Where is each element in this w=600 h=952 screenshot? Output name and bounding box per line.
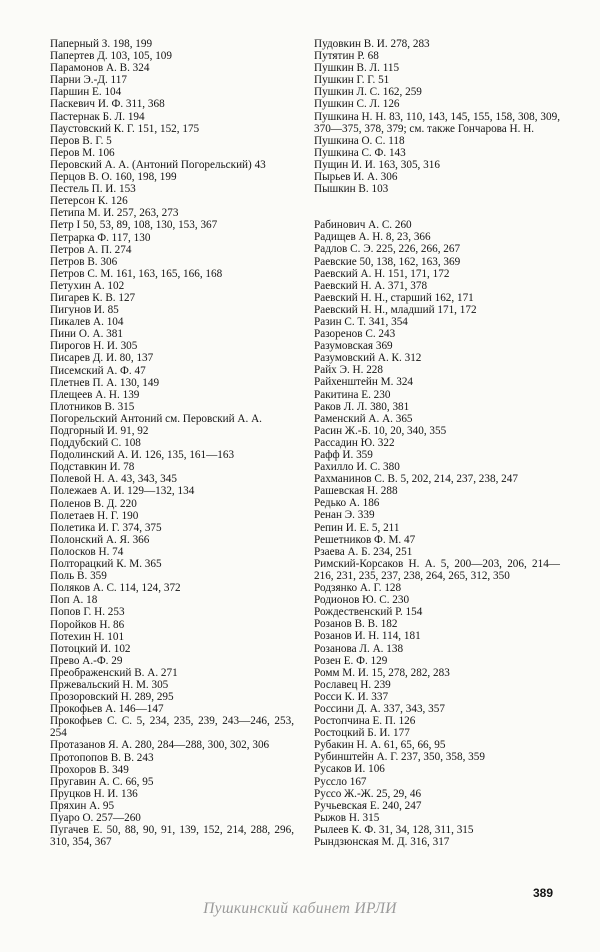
index-entry: Прозоровский Н. 289, 295: [50, 691, 174, 704]
index-entry: Пряхин А. 95: [50, 799, 115, 812]
index-entry: Паскевич И. Ф. 311, 368: [50, 98, 165, 111]
index-entry: Рославец Н. 239: [314, 678, 391, 691]
index-entry: Писарев Д. И. 80, 137: [50, 352, 154, 365]
index-entry: Преображенский В. А. 271: [50, 666, 178, 679]
index-entry: Рзаева А. Б. 234, 251: [314, 545, 413, 558]
index-entry: Пругавин А. С. 66, 95: [50, 775, 154, 788]
index-entry: Парни Э.-Д. 117: [50, 74, 127, 87]
index-entry: Разумовский А. К. 312: [314, 352, 422, 365]
index-entry: Пушкина Н. Н. 83, 110, 143, 145, 155, 158, 308, 309, 370—375, 378, 379; см. также Гончарова Н. Н.: [314, 110, 560, 135]
index-entry: Плотников В. 315: [50, 400, 135, 413]
index-entry: Пудовкин В. И. 278, 283: [314, 38, 430, 50]
index-entry: Перов В. Г. 5: [50, 134, 112, 147]
index-entry: Подставкин И. 78: [50, 461, 135, 474]
index-column-left: [50, 38, 294, 848]
index-entry: Потехин Н. 101: [50, 630, 125, 643]
index-entry: Рубакин Н. А. 61, 65, 66, 95: [314, 739, 446, 752]
index-entry: Путятин Р. 68: [314, 50, 379, 63]
index-entry: Полежаев А. И. 129—132, 134: [50, 485, 195, 498]
index-entry: Папертев Д. 103, 105, 109: [50, 50, 172, 63]
index-entry: Прево А.-Ф. 29: [50, 654, 123, 667]
page-number: 389: [533, 886, 554, 900]
index-entry: Петрарка Ф. 117, 130: [50, 231, 151, 244]
index-entry: Ренан Э. 339: [314, 509, 375, 522]
index-entry: Погорельский Антоний см. Перовский А. А.: [50, 412, 262, 425]
index-entry: Рашевская Н. 288: [314, 485, 398, 498]
index-entry: Петров В. 306: [50, 255, 118, 268]
index-entry: Репин И. Е. 5, 211: [314, 521, 400, 534]
index-entry: Руссо Ж.-Ж. 25, 29, 46: [314, 787, 422, 800]
index-entry: Райх Э. Н. 228: [314, 364, 383, 377]
index-entry: Пржевальский Н. М. 305: [50, 678, 169, 691]
index-entry: Райхенштейн М. 324: [314, 376, 414, 389]
index-entry: Петр I 50, 53, 89, 108, 130, 153, 367: [50, 219, 218, 232]
index-entry: Рубинштейн А. Г. 237, 350, 358, 359: [314, 751, 485, 764]
index-entry: Пырьев И. А. 306: [314, 171, 398, 184]
index-entry: Попов Г. Н. 253: [50, 606, 125, 619]
index-entry: Поль В. 359: [50, 570, 107, 583]
index-entry: Пугачев Е. 50, 88, 90, 91, 139, 152, 214, 288, 296, 310, 354, 367: [50, 824, 294, 849]
index-entry: Расин Ж.-Б. 10, 20, 340, 355: [314, 424, 447, 437]
index-entry: Раевские 50, 138, 162, 163, 369: [314, 255, 461, 268]
index-entry: Росси К. И. 337: [314, 690, 389, 703]
index-entry: Пушкина О. С. 118: [314, 134, 405, 147]
index-entry: Полетика И. Г. 374, 375: [50, 521, 162, 534]
index-entry: Потоцкий И. 102: [50, 642, 131, 655]
index-entry: Редько А. 186: [314, 497, 380, 510]
index-entry: Протопопов В. В. 243: [50, 751, 154, 764]
index-entry: Плещеев А. Н. 139: [50, 388, 140, 401]
index-entry: Полевой Н. А. 43, 343, 345: [50, 473, 177, 486]
index-entry: Пикалев А. 104: [50, 316, 124, 329]
index-entry: Ручьевская Е. 240, 247: [314, 799, 422, 812]
index-entry: Руссло 167: [314, 775, 367, 788]
index-entry: Ростопчина Е. П. 126: [314, 715, 416, 728]
index-entry: Розен Е. Ф. 129: [314, 654, 388, 667]
index-entry: Полетаев Н. Г. 190: [50, 509, 139, 522]
index-entry: Пестель П. И. 153: [50, 183, 136, 196]
index-entry: Прохоров В. 349: [50, 763, 129, 776]
index-entry: Пигунов И. 85: [50, 304, 119, 317]
index-entry: Прокофьев С. С. 5, 234, 235, 239, 243—246, 253, 254: [50, 715, 294, 740]
index-entry: Пруцков Н. И. 136: [50, 787, 138, 800]
index-entry: Поляков А. С. 114, 124, 372: [50, 582, 181, 595]
index-entry: Родионов Ю. С. 230: [314, 594, 410, 607]
index-entry: Парамонов А. В. 324: [50, 62, 150, 75]
index-entry: Россини Д. А. 337, 343, 357: [314, 702, 445, 715]
index-entry: Петухин А. 102: [50, 279, 125, 292]
index-entry: Пуаро О. 257—260: [50, 812, 141, 824]
index-entry: Пушкин Л. С. 162, 259: [314, 86, 422, 99]
index-entry: Полосков Н. 74: [50, 545, 124, 558]
index-entry: Пушкина С. Ф. 143: [314, 146, 406, 159]
index-entry: Рафф И. 359: [314, 449, 373, 461]
index-entry: Петерсон К. 126: [50, 195, 128, 208]
index-entry: Ракитина Е. 230: [314, 388, 391, 401]
index-entry: Петров А. П. 274: [50, 243, 132, 256]
index-entry: Радищев А. Н. 8, 23, 366: [314, 231, 431, 244]
index-entry: Розанов И. Н. 114, 181: [314, 630, 421, 643]
index-entry: Рылеев К. Ф. 31, 34, 128, 311, 315: [314, 823, 474, 836]
index-entry: Раевский Н. А. 371, 378: [314, 279, 428, 292]
index-entry: Римский-Корсаков Н. А. 5, 200—203, 206, 214—216, 231, 235, 237, 238, 264, 265, 312, 350: [314, 557, 560, 582]
index-entry: Розанов В. В. 182: [314, 618, 398, 631]
index-entry: Пушкин В. Л. 115: [314, 62, 400, 75]
index-entry: Рахманинов С. В. 5, 202, 214, 237, 238, 247: [314, 473, 518, 486]
index-entry: Пастернак Б. Л. 194: [50, 110, 145, 123]
index-entry: Подолинский А. И. 126, 135, 161—163: [50, 449, 235, 462]
index-entry: Петипа М. И. 257, 263, 273: [50, 207, 179, 220]
index-entry: Разумовская 369: [314, 340, 393, 353]
index-entry: Рахилло И. С. 380: [314, 461, 400, 474]
index-entry: Паршин Е. 104: [50, 86, 122, 99]
index-entry: Поройков Н. 86: [50, 618, 125, 631]
index-entry: Полторацкий К. М. 365: [50, 558, 162, 571]
index-entry: Русаков И. 106: [314, 763, 385, 776]
index-entry: Рыжов Н. 315: [314, 811, 380, 824]
index-entry: Подгорный И. 91, 92: [50, 425, 149, 437]
index-entry: Пини О. А. 381: [50, 328, 123, 341]
index-entry: Разоренов С. 243: [314, 328, 396, 341]
index-section-r: [314, 219, 560, 848]
index-entry: Разин С. Т. 341, 354: [314, 315, 408, 328]
index-entry: Рабинович А. С. 260: [314, 219, 412, 232]
index-entry: Пушкин С. Л. 126: [314, 98, 400, 111]
index-entry: Рындзюнская М. Д. 316, 317: [314, 836, 450, 848]
index-entry: Полонский А. Я. 366: [50, 533, 150, 546]
index-entry: Раевский А. Н. 151, 171, 172: [314, 267, 450, 280]
index-entry: Решетников Ф. М. 47: [314, 533, 416, 546]
index-entry: Пигарев К. В. 127: [50, 291, 136, 304]
index-entry: Раменский А. А. 365: [314, 412, 413, 425]
index-entry: Протазанов Я. А. 280, 284—288, 300, 302, 306: [50, 739, 270, 752]
index-entry: Паустовский К. Г. 151, 152, 175: [50, 122, 200, 135]
index-entry: Ростоцкий Б. И. 177: [314, 727, 410, 740]
index-entry: Рождественский Р. 154: [314, 606, 423, 619]
index-column-right: [314, 38, 560, 848]
index-entry: Розанова Л. А. 138: [314, 642, 404, 655]
index-entry: Раевский Н. Н., старший 162, 171: [314, 291, 474, 304]
index-entry: Поп А. 18: [50, 594, 98, 607]
index-entry: Перцов В. О. 160, 198, 199: [50, 171, 177, 184]
index-entry: Пирогов Н. И. 305: [50, 340, 138, 353]
index-entry: Рассадин Ю. 322: [314, 436, 395, 449]
index-section-p: [314, 38, 560, 195]
index-entry: Плетнев П. А. 130, 149: [50, 376, 160, 389]
index-entry: Перовский А. А. (Антоний Погорельский) 43: [50, 158, 266, 171]
index-entry: Раков Л. Л. 380, 381: [314, 400, 410, 413]
index-entry: Радлов С. Э. 225, 226, 266, 267: [314, 243, 461, 256]
index-entry: Поддубский С. 108: [50, 437, 141, 450]
index-entry: Поленов В. Д. 220: [50, 497, 137, 510]
watermark: Пушкинский кабинет ИРЛИ: [203, 900, 397, 917]
index-entry: Писемский А. Ф. 47: [50, 364, 146, 377]
index-entry: Пущин И. И. 163, 305, 316: [314, 158, 440, 171]
index-entry: Пушкин Г. Г. 51: [314, 74, 390, 87]
index-entry: Петров С. М. 161, 163, 165, 166, 168: [50, 267, 223, 280]
index-entry: Прокофьев А. 146—147: [50, 703, 164, 716]
index-entry: Раевский Н. Н., младший 171, 172: [314, 303, 477, 316]
index-entry: Паперный З. 198, 199: [50, 38, 153, 50]
index-entry: Родзянко А. Г. 128: [314, 582, 402, 595]
index-entry: Пышкин В. 103: [314, 183, 389, 196]
index-entry: Перов М. 106: [50, 146, 115, 159]
index-entry: Ромм М. И. 15, 278, 282, 283: [314, 666, 450, 679]
section-divider: [314, 195, 560, 219]
